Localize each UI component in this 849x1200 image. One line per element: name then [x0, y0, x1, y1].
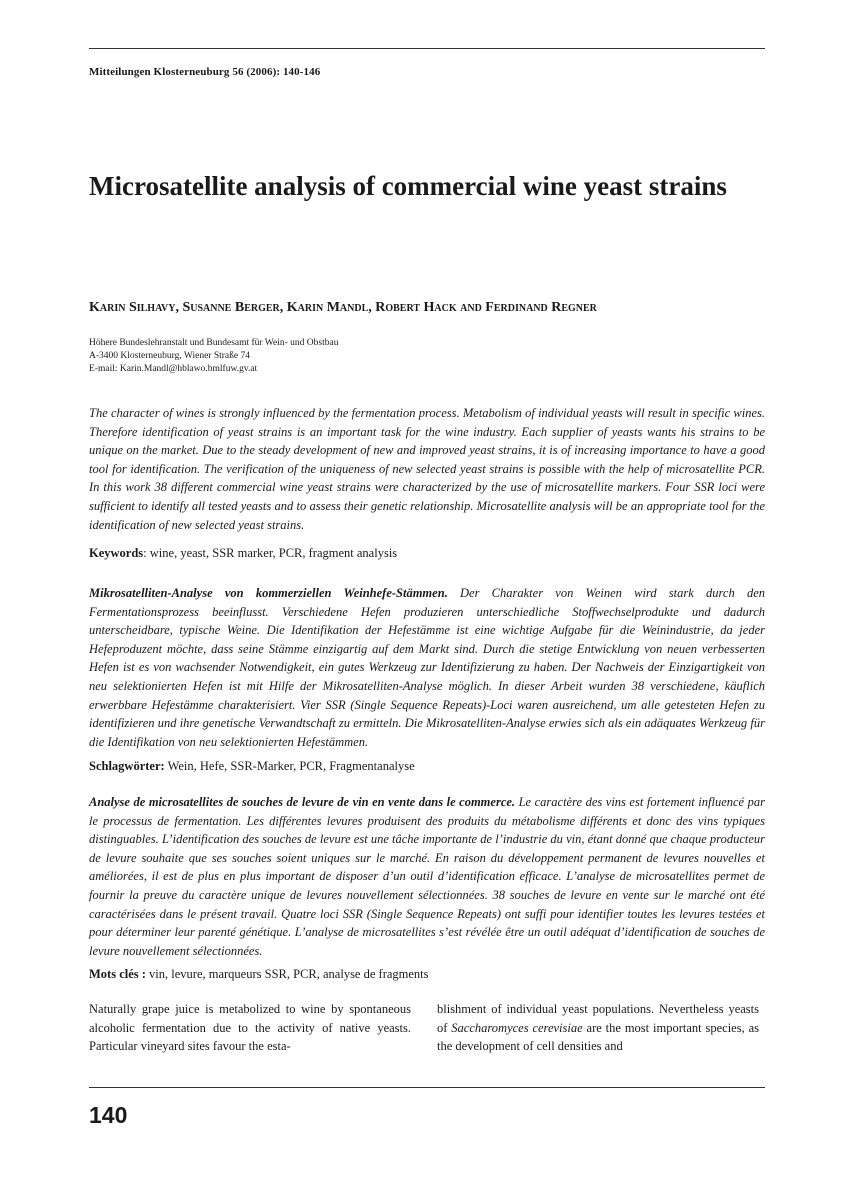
keywords-values-french: vin, levure, marqueurs SSR, PCR, analyse de fragments: [145, 967, 429, 981]
abstract-french: [89, 793, 765, 960]
author-list: Karin Silhavy, Susanne Berger, Karin Mandl, Robert Hack and Ferdinand Regner: [89, 300, 597, 315]
body-right-text-start: blishment of individual yeast populations. Nevertheless yeasts of: [437, 1002, 759, 1035]
affiliation-email: E-mail: Karin.Mandl@hblawo.bmlfuw.gv.at: [89, 364, 258, 374]
abstract-english: The character of wines is strongly influenced by the fermentation process. Metabolism of individual yeasts will result in specific wines. Therefore identification of yeast strains is an important task for the wine industry. Each supplier of yeasts wants his strains to be unique on the market. Due to the steady development of new and improved yeast strains, it is of increasing importance to have a good tool for identification. The verification of the uniqueness of new selected yeast strains is possible with the help of microsatellite PCR. In this work 38 different commercial wine yeast strains were characterized by the use of microsatellite markers. Four SSR loci were sufficient to identify all tested yeasts and to assess their genetic relationship. Microsatellite analysis will be an appropriate tool for the identification of new selected yeast strains.: [89, 406, 765, 532]
top-rule: [89, 48, 765, 49]
article-title: Microsatellite analysis of commercial wine yeast strains: [89, 171, 727, 201]
keywords-values-german: Wein, Hefe, SSR-Marker, PCR, Fragmentanalyse: [164, 759, 415, 773]
keywords-french: [89, 965, 765, 983]
keywords-values-english: : wine, yeast, SSR marker, PCR, fragment analysis: [143, 546, 398, 560]
affiliation-address: A-3400 Klosterneuburg, Wiener Straße 74: [89, 351, 250, 361]
affiliation-block: [89, 337, 338, 376]
keywords-german: [89, 757, 765, 775]
body-column-right: [437, 1000, 759, 1056]
abstract-german-title: Mikrosatelliten-Analyse von kommerziellen Weinhefe-Stämmen.: [89, 586, 448, 600]
body-column-left: Naturally grape juice is metabolized to wine by spontaneous alcoholic fermentation due to the activity of native yeasts. Particular vineyard sites favour the esta-: [89, 1002, 411, 1054]
keywords-label-german: Schlagwörter:: [89, 759, 165, 773]
body-right-text-end: are the most important species, as the development of cell densities and: [437, 1020, 760, 1054]
abstract-german: [89, 584, 765, 751]
abstract-german-text: Der Charakter von Weinen wird stark durch den Fermentationsprozess beeinflusst. Verschiedene Hefen produzieren unterschiedliche Stoffwechselprodukte und dadurch unterscheidbare, typische Weine. Die Identifikation der Hefestämme ist eine wichtige Aufgabe für die Weinindustrie, da jeder Hefeproduzent möchte, dass seine Stämme einzigartig auf dem Markt sind. Durch die stetige Entwicklung von neuen verbesserten Hefen ist es von wachsender Notwendigkeit, ein gutes Werkzeug zur Identifizierung zu haben. Der Nachweis der Einzigartigkeit von neu selektionierten Hefen ist mit Hilfe der Mikrosatelliten-Analyse möglich. In dieser Arbeit wurden 38 verschiedene, käuflich erwerbbare Hefestämme charakterisiert. Vier SSR (Single Sequence Repeats)-Loci waren ausreichend, um alle getesteten Hefen zu identifizieren und ihre genetische Verwandtschaft zu ermitteln. Die Mikrosatelliten-Analyse erwies sich als ein adäquates Werkzeug für die Identifikation von neu selektionierten Hefestämmen.: [89, 586, 765, 749]
bottom-rule: [89, 1087, 765, 1088]
keywords-label-french: Mots clés :: [89, 967, 146, 981]
keywords-english: [89, 544, 765, 562]
page-number: 140: [89, 1102, 128, 1128]
abstract-french-text: Le caractère des vins est fortement influencé par le processus de fermentation. Les différentes levures produisent des produits du métabolisme différents et donc des vins typiques distinguables. L’identification des souches de levure est une tâche importante de l’industrie du vin, étant donné que chaque producteur de levure souhaite que ses souches soient uniques sur le marché. En raison du développement permanent de levures nouvelles et améliorées, il est de plus en plus important de disposer d’un outil d’identification efficace. L’analyse de microsatellites permet de fournir la preuve du caractère unique de levures nouvellement sélectionnées. 38 souches de levure en vente sur le marché ont été caractérisées dans le présent travail. Quatre loci SSR (Single Sequence Repeats) ont suffi pour identifier toutes les levures testées et pour déterminer leur parenté génétique. L’analyse de microsatellites s’est révélée être un outil adéquat d’identification de souches de levure nouvellement sélectionnées.: [89, 795, 765, 958]
species-name: Saccharomyces cerevisiae: [451, 1020, 583, 1035]
keywords-label-english: Keywords: [89, 546, 144, 560]
abstract-french-title: Analyse de microsatellites de souches de levure de vin en vente dans le commerce.: [89, 795, 516, 809]
affiliation-institution: Höhere Bundeslehranstalt und Bundesamt für Wein- und Obstbau: [89, 338, 339, 348]
journal-citation: Mitteilungen Klosterneuburg 56 (2006): 140-146: [89, 66, 321, 78]
